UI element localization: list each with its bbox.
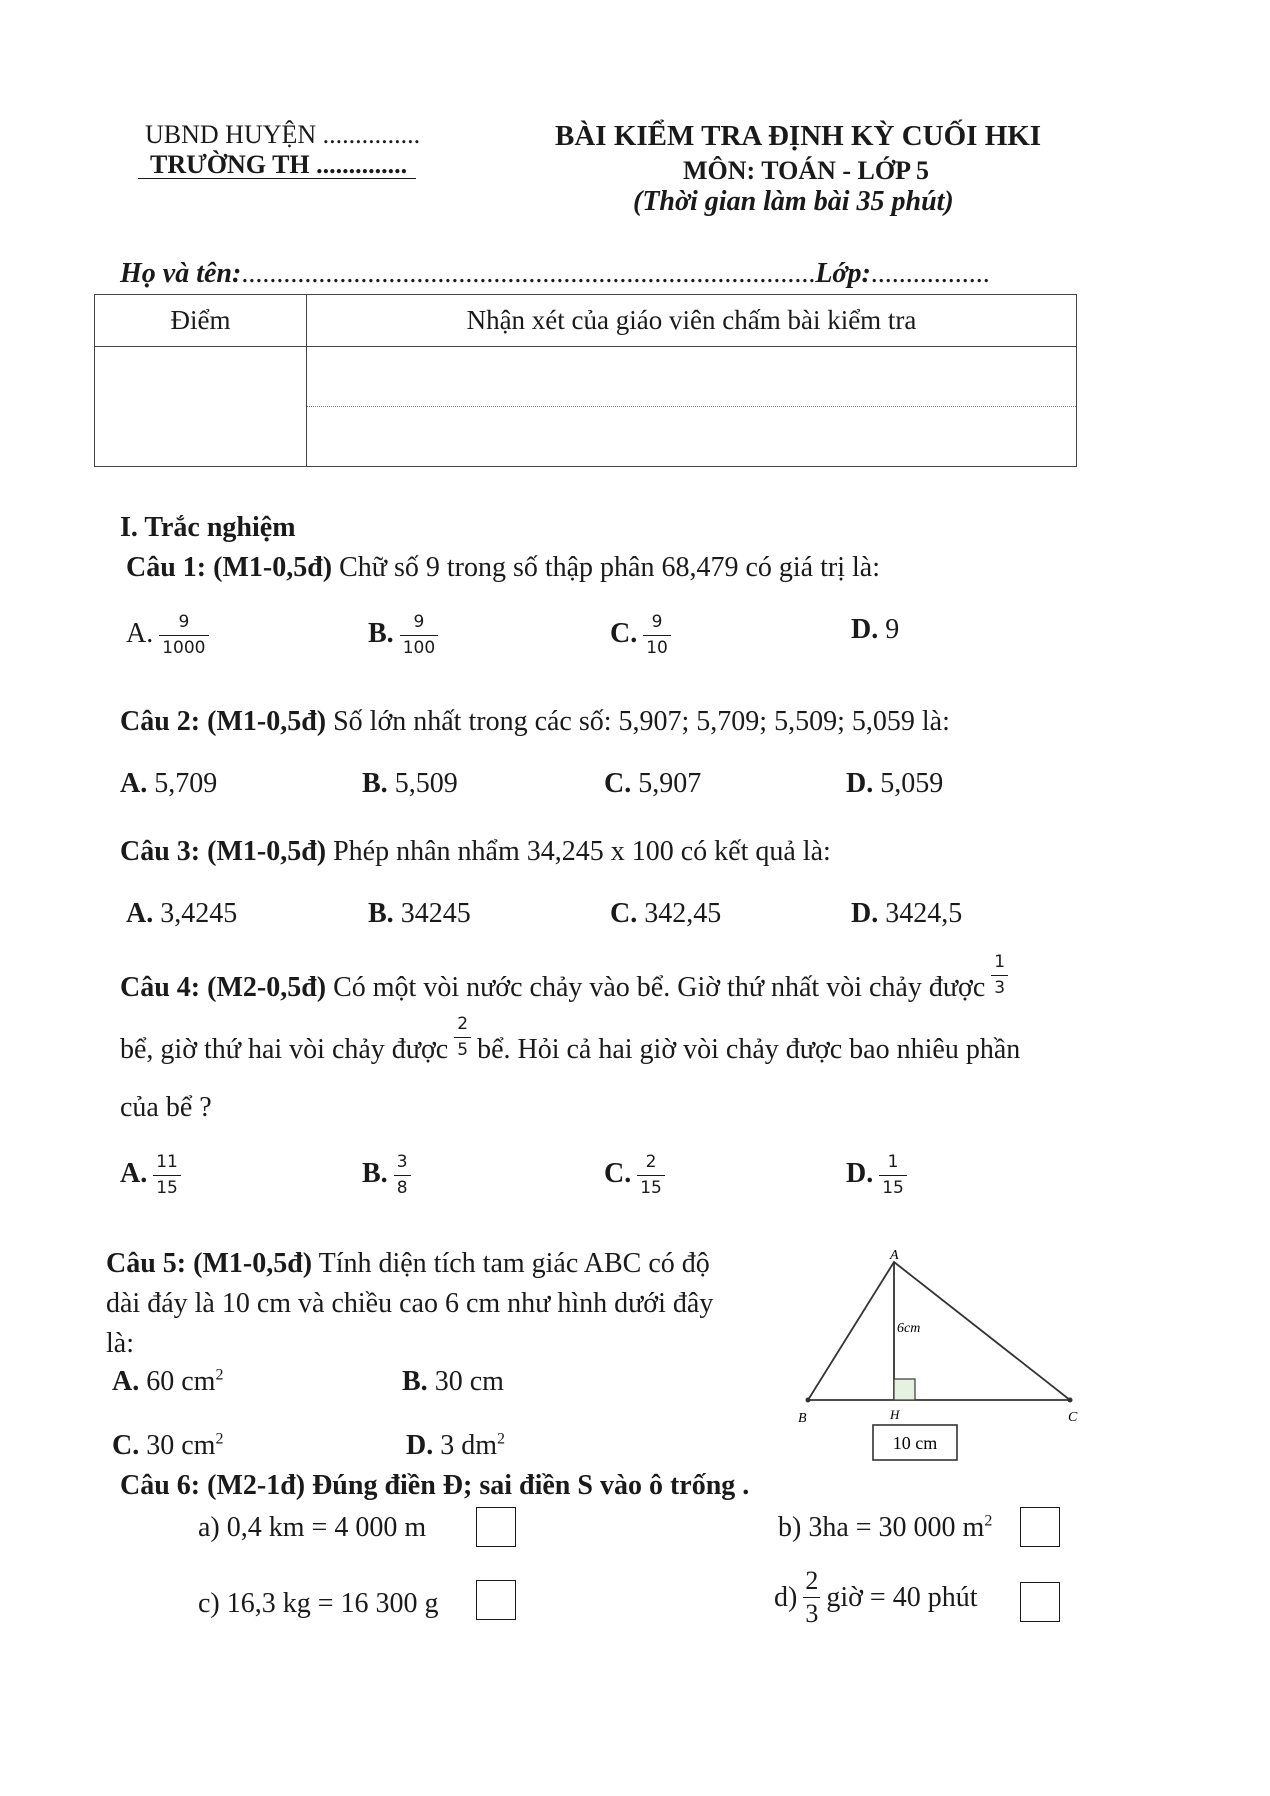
- q1-option-b[interactable]: B. $\frac{9}{100}$: [368, 614, 438, 657]
- q4-option-d[interactable]: D. $\frac{1}{15}$: [846, 1154, 907, 1197]
- triangle-figure: [780, 1240, 1100, 1470]
- right-angle-mark: [894, 1379, 915, 1400]
- base-label: 10 cm: [892, 1433, 938, 1453]
- question-5-line2: dài đáy là 10 cm và chiều cao 6 cm như hình dưới đây: [106, 1288, 714, 1319]
- class-label: Lớp:: [815, 258, 871, 289]
- question-4-line3: của bể ?: [120, 1092, 212, 1123]
- q1-a-fraction: $\frac{9}{1000}$: [159, 614, 208, 657]
- exam-title: BÀI KIỂM TRA ĐỊNH KỲ CUỐI HKI: [555, 120, 1042, 152]
- q4-b-fraction: $\frac{3}{8}$: [394, 1154, 411, 1197]
- question-3: [120, 836, 831, 868]
- q5-option-b[interactable]: B. 30 cm: [402, 1366, 504, 1397]
- q2-option-a[interactable]: A. 5,709: [120, 768, 218, 799]
- q4-fraction-1: $\frac{1}{3}$: [991, 954, 1008, 997]
- height-label: 6cm: [897, 1321, 921, 1336]
- q1-text: Chữ số 9 trong số thập phân 68,479 có giá trị là:: [332, 552, 880, 583]
- q1-option-c[interactable]: C. $\frac{9}{10}$: [610, 614, 671, 657]
- q1-option-a[interactable]: A. $\frac{9}{1000}$: [126, 614, 209, 657]
- q5-option-c[interactable]: C. 30 $cm^2$: [112, 1430, 224, 1461]
- grade-cell[interactable]: [95, 347, 307, 467]
- school-line: TRƯỜNG TH ..............: [150, 150, 408, 179]
- student-info-line: [120, 258, 990, 290]
- q4-d-fraction: $\frac{1}{15}$: [879, 1154, 907, 1197]
- exam-subject: MÔN: TOÁN - LỚP 5: [683, 156, 930, 185]
- q2-label: Câu 2: (M1-0,5đ): [120, 706, 327, 737]
- triangle-abc: [808, 1262, 1070, 1400]
- q4-a-fraction: $\frac{11}{15}$: [153, 1154, 181, 1197]
- vertex-b-label: B: [798, 1411, 807, 1426]
- q1-option-d[interactable]: D. 9: [851, 614, 900, 645]
- q6-d-fraction: $\frac{2}{3}$: [805, 1566, 819, 1628]
- q4-fraction-2: $\frac{2}{5}$: [454, 1016, 471, 1059]
- q5-label: Câu 5: (M1-0,5đ): [106, 1248, 313, 1279]
- q6-a-answer-box[interactable]: [476, 1507, 516, 1547]
- grade-header: Điểm: [95, 295, 307, 347]
- q5-option-d[interactable]: D. 3 $dm^2$: [406, 1430, 506, 1461]
- q6-item-b: b) 3ha = 30 000 $m^2$: [778, 1512, 993, 1543]
- district-line: UBND HUYỆN ...............: [145, 120, 421, 149]
- q4-option-b[interactable]: B. $\frac{3}{8}$: [362, 1154, 411, 1197]
- q6-c-answer-box[interactable]: [476, 1580, 516, 1620]
- grade-table: [94, 294, 1077, 467]
- q6-d-answer-box[interactable]: [1020, 1582, 1060, 1622]
- q1-c-fraction: $\frac{9}{10}$: [643, 614, 671, 657]
- q4-option-a[interactable]: A. $\frac{11}{15}$: [120, 1154, 181, 1197]
- q6-item-a: a) 0,4 km = 4 000 m: [198, 1512, 427, 1543]
- name-label: Họ và tên:: [120, 258, 242, 289]
- school-underline: [138, 178, 416, 179]
- section-title: I. Trắc nghiệm: [120, 512, 296, 543]
- q3-option-b[interactable]: B. 34245: [368, 898, 471, 929]
- name-field[interactable]: ..................................................................................: [241, 258, 816, 289]
- question-5-line3: là:: [106, 1328, 134, 1359]
- question-5-line1: Câu 5: (M1-0,5đ) Tính diện tích tam giác ABC có độ: [106, 1248, 710, 1279]
- q3-option-d[interactable]: D. 3424,5: [851, 898, 963, 929]
- q4-c-fraction: $\frac{2}{15}$: [637, 1154, 665, 1197]
- q3-text: Phép nhân nhẩm 34,245 x 100 có kết quả là:: [326, 836, 831, 867]
- q2-option-c[interactable]: C. 5,907: [604, 768, 702, 799]
- q6-b-answer-box[interactable]: [1020, 1507, 1060, 1547]
- question-1: [126, 552, 880, 584]
- q4-option-c[interactable]: C. $\frac{2}{15}$: [604, 1154, 665, 1197]
- question-2: [120, 706, 950, 738]
- question-4-line2: bể, giờ thứ hai vòi chảy được $\frac{2}{5}$ bể. Hỏi cả hai giờ vòi chảy được bao nhiêu phần: [120, 1014, 1021, 1065]
- comment-header: Nhận xét của giáo viên chấm bài kiểm tra: [307, 295, 1077, 347]
- q2-option-d[interactable]: D. 5,059: [846, 768, 944, 799]
- vertex-c-label: C: [1068, 1410, 1078, 1425]
- q3-label: Câu 3: (M1-0,5đ): [120, 836, 327, 867]
- q4-label: Câu 4: (M2-0,5đ): [120, 971, 327, 1003]
- q2-option-b[interactable]: B. 5,509: [362, 768, 458, 799]
- foot-h-label: H: [890, 1407, 900, 1422]
- comment-cell[interactable]: [307, 347, 1077, 467]
- question-6: Câu 6: (M2-1đ) Đúng điền Đ; sai điền S vào ô trống .: [120, 1470, 750, 1501]
- q1-b-fraction: $\frac{9}{100}$: [400, 614, 438, 657]
- vertex-a-label: A: [890, 1248, 899, 1263]
- q5-option-a[interactable]: A. 60 $cm^2$: [112, 1366, 224, 1397]
- comment-dotted-line: [307, 406, 1076, 407]
- q2-text: Số lớn nhất trong các số: 5,907; 5,709; 5,509; 5,059 là:: [326, 706, 950, 737]
- exam-time: (Thời gian làm bài 35 phút): [633, 186, 954, 217]
- q1-label: Câu 1: (M1-0,5đ): [126, 552, 333, 583]
- q3-option-c[interactable]: C. 342,45: [610, 898, 722, 929]
- q3-option-a[interactable]: A. 3,4245: [126, 898, 238, 929]
- class-field[interactable]: .................: [870, 258, 990, 289]
- q6-item-d: d) $\frac{2}{3}$ giờ = 40 phút: [774, 1566, 978, 1628]
- question-4-line1: Câu 4: (M2-0,5đ) Có một vòi nước chảy vào bể. Giờ thứ nhất vòi chảy được $\frac{1}{3}$: [120, 968, 1008, 1011]
- q6-item-c: c) 16,3 kg = 16 300 g: [198, 1588, 439, 1619]
